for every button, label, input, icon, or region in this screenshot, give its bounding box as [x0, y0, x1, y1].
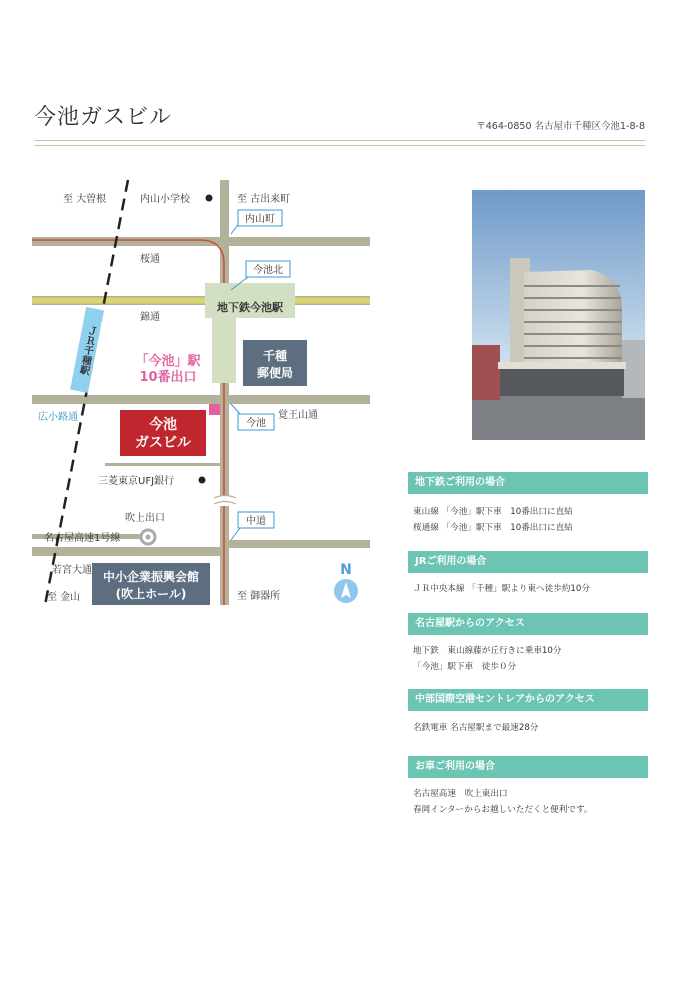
road-fukiage	[220, 540, 370, 548]
header-rule	[34, 145, 645, 146]
post-office-label: 郵便局	[256, 366, 294, 380]
photo-ground	[472, 395, 645, 440]
section-line: 春岡インターからお越しいただくと便利です。	[413, 805, 593, 815]
section-line: 桜通線 「今池」駅下車 10番出口に直結	[413, 523, 573, 533]
section-line: 地下鉄 東山線藤が丘行きに乗車10分	[413, 646, 562, 656]
bus-stop-label: 中道	[246, 516, 266, 527]
label-nishiki-dori: 錦通	[140, 312, 160, 323]
section-line: 名古屋高速 吹上東出口	[413, 789, 508, 799]
section-subway-body	[413, 504, 648, 536]
road-nishiki-dori-edge	[32, 296, 370, 298]
section-subway-header: 地下鉄ご利用の場合	[408, 472, 648, 494]
section-car-body	[413, 786, 648, 818]
label-mufg: 三菱東京UFJ銀行	[98, 476, 175, 487]
subway-station-label: 地下鉄今池駅	[217, 301, 283, 314]
target-building-label: 今池	[149, 417, 177, 433]
label-wakamiya: 若宮大通	[52, 565, 92, 576]
exit-label-line2: 10番出口	[139, 370, 197, 385]
subway-station-platform	[212, 318, 236, 383]
section-jr-body	[413, 581, 648, 597]
road-sakura-dori	[32, 237, 370, 246]
photo-left-building	[472, 345, 500, 400]
bus-stop-pointer	[231, 528, 240, 540]
bank-marker	[199, 477, 206, 484]
section-airport-header: 中部国際空港セントレアからのアクセス	[408, 689, 648, 711]
label-kakuozan-dori: 覚王山通	[278, 410, 318, 421]
bus-stop-label: 今池北	[253, 265, 283, 276]
label-uchiyama-school: 内山小学校	[140, 194, 190, 205]
section-nagoya-header: 名古屋駅からのアクセス	[408, 613, 648, 635]
label-gokiso: 至 御器所	[237, 591, 281, 602]
jr-chikusa-label: ＪＲ千種駅	[76, 324, 98, 376]
section-line: 名鉄電車 名古屋駅まで最速28分	[413, 723, 539, 733]
road-hirokoji-dori	[32, 395, 370, 404]
target-building-label: ガスビル	[135, 435, 191, 451]
label-kanayama: 至 金山	[47, 592, 81, 603]
access-map[interactable]	[0, 170, 380, 620]
north-label: N	[340, 562, 352, 578]
bus-stop-label: 今池	[246, 418, 266, 429]
hall-label: (吹上ホール)	[115, 587, 187, 601]
bus-stop-pointer	[231, 404, 240, 414]
photo-canopy	[498, 362, 626, 369]
label-expressway: 名古屋高速1号線	[44, 533, 121, 544]
road-nishiki-dori-edge	[32, 304, 370, 306]
label-hirokoji-dori: 広小路通	[38, 412, 78, 423]
school-marker	[206, 195, 213, 202]
bus-stop-label: 内山町	[245, 214, 275, 225]
section-airport-body	[413, 720, 648, 736]
exit-10-marker[interactable]	[209, 404, 220, 415]
building-photo	[472, 190, 645, 440]
hall-label: 中小企業振興会館	[102, 570, 200, 584]
photo-entrance	[500, 368, 624, 396]
section-line: 東山線 「今池」駅下車 10番出口に直結	[413, 507, 573, 517]
road-wakamiya-odori	[32, 547, 222, 556]
label-sakura-dori: 桜通	[140, 254, 160, 265]
label-fukiage-exit: 吹上出口	[125, 513, 165, 524]
page-title: 今池ガスビル	[34, 105, 173, 130]
section-car-header: お車ご利用の場合	[408, 756, 648, 778]
label-furude: 至 古出来町	[237, 194, 291, 205]
post-office-label: 千種	[262, 349, 288, 363]
address: 〒464-0850 名古屋市千種区今池1-8-8	[476, 121, 645, 132]
exit-label-line1: 「今池」駅	[135, 354, 201, 369]
section-line: ＪＲ中央本線 「千種」駅より東へ徒歩約10分	[413, 584, 590, 594]
road-minor	[105, 463, 225, 466]
label-ozone: 至 大曽根	[63, 194, 107, 205]
section-nagoya-body	[413, 643, 648, 675]
section-line: 「今池」駅下車 徒歩０分	[413, 662, 517, 672]
header-rule	[34, 140, 645, 141]
expressway-exit-marker-core	[146, 535, 151, 540]
section-jr-header: JRご利用の場合	[408, 551, 648, 573]
